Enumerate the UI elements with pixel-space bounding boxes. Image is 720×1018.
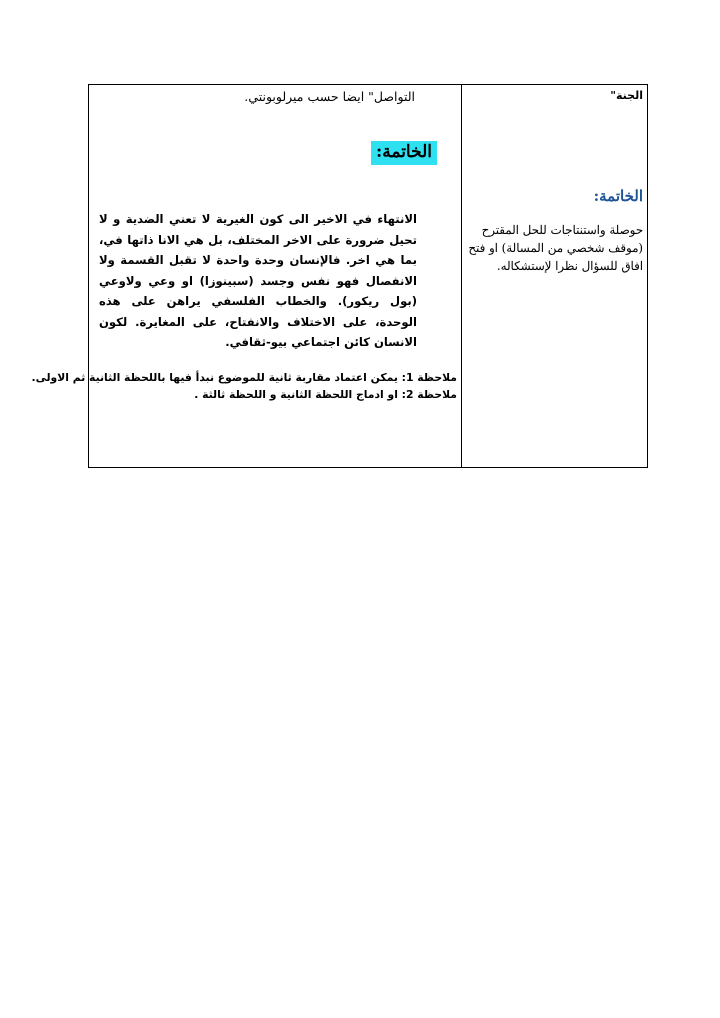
main-cell (31, 85, 462, 467)
side-text-line-2: (موقف شخصي من المسالة) او فتح (468, 241, 643, 255)
note-1: ملاحظة 1: يمكن اعتماد مقاربة ثانية للموضوع نبدأ فيها باللحظة الثانية ثم الاولى. (31, 371, 457, 384)
notes-block (31, 369, 457, 403)
side-text-line-1: حوصلة واستنتاجات للحل المقترح (481, 223, 643, 237)
side-cell-title: الجنة" (610, 89, 643, 102)
side-conclusion-heading: الخاتمة: (593, 187, 643, 205)
conclusion-paragraph: الانتهاء في الاخير الى كون الغيرية لا تعني الضدية و لا تحيل ضرورة على الاخر المختلف، بل هي الانا ذاتها في، بما هي اخر. فالإنسان وحدة واحدة لا تقبل القسمة ولا الانفصال فهو نفس وجسد (سبينوزا) او وعي ولاوعي (بول ريكور). والخطاب الفلسفي يراهن على هذه الوحدة، على الاختلاف والانفتاح، على المغايرة. لكون الانسان كائن اجتماعي بيو-ثقافي. (99, 212, 417, 349)
conclusion-heading-highlighted: الخاتمة: (371, 141, 437, 165)
side-conclusion-text (468, 221, 643, 275)
content-table (31, 84, 648, 468)
note-2: ملاحظة 2: او ادماج اللحظة الثانية و اللحظة ثالثة . (194, 388, 457, 401)
side-cell (462, 85, 647, 467)
continuation-text: التواصل" ايضا حسب ميرلوبونتي. (244, 89, 415, 104)
side-text-line-3: افاق للسؤال نظرا لإستشكاله. (496, 259, 643, 273)
